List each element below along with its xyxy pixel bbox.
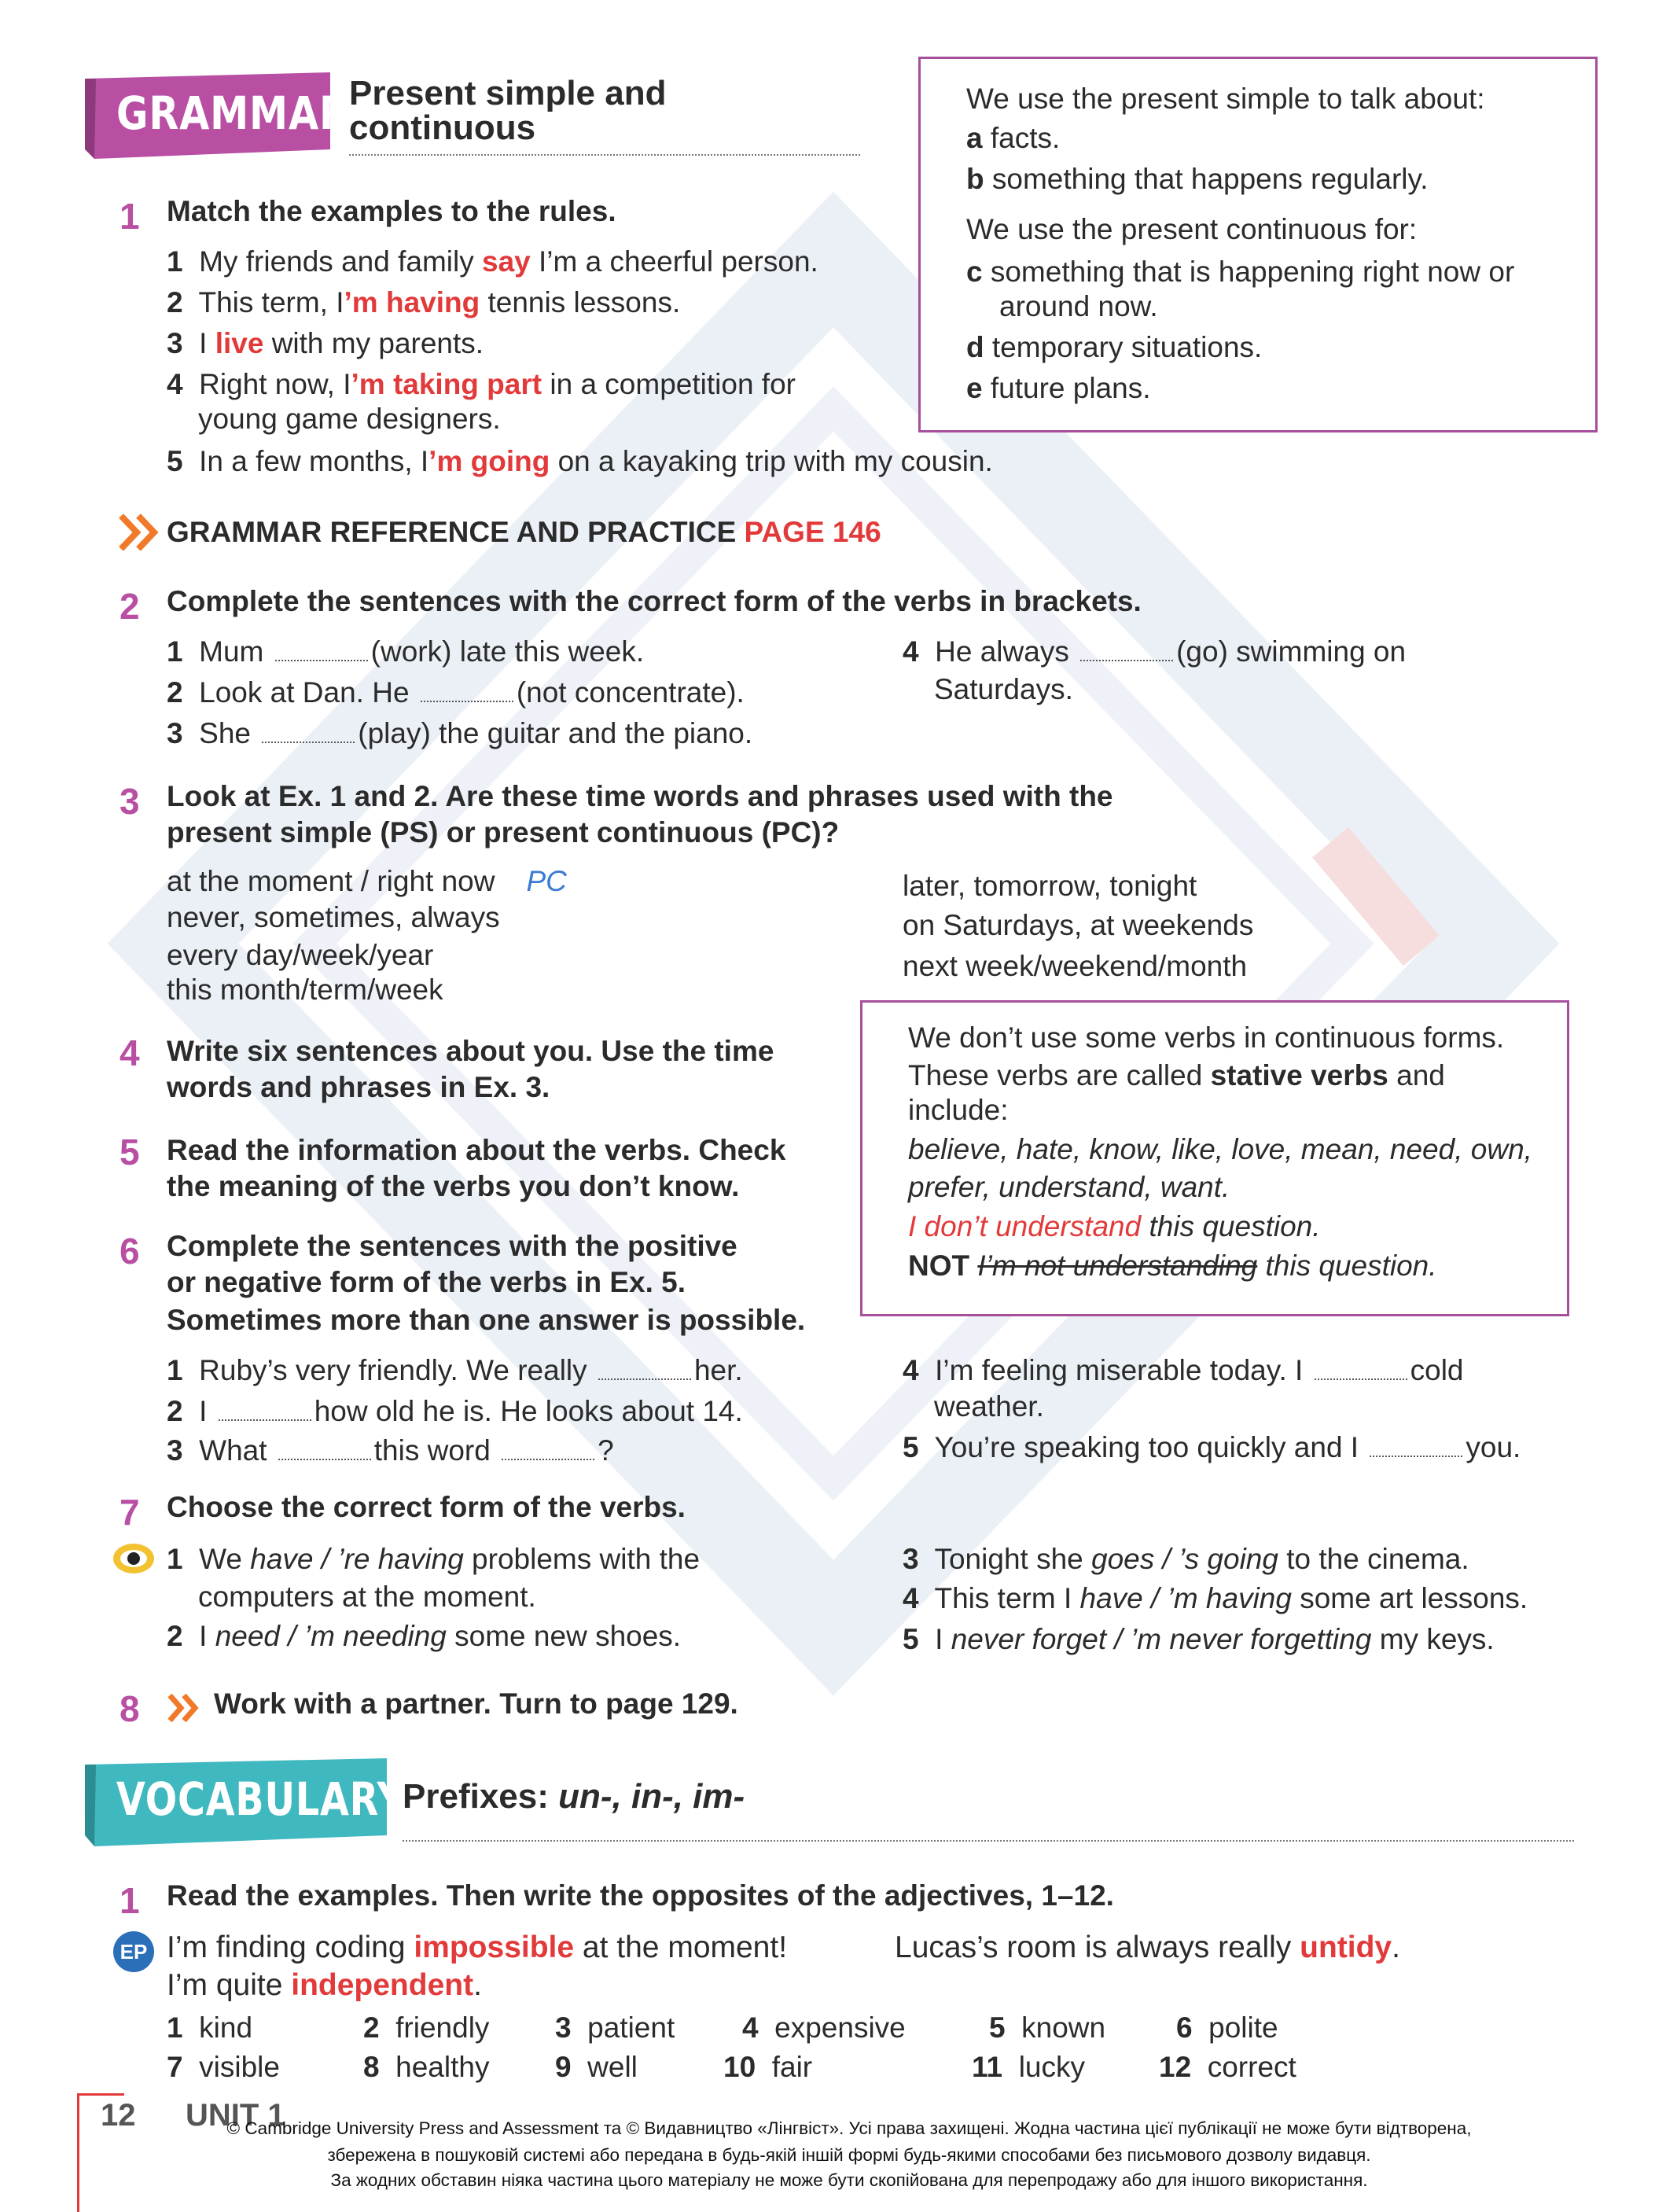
vocab-example-1 [167,1930,787,1966]
stative-line-2 [908,1058,1445,1094]
adjective-5 [989,2010,1105,2046]
rule-b-text: something that happens regularly. [991,163,1429,195]
ex5-number: 5 [120,1132,140,1172]
item-text: This term I [934,1582,1080,1614]
item-text: ? [598,1434,614,1467]
item-number: 5 [903,1431,919,1463]
adjective-11 [972,2049,1085,2085]
highlighted-verb: live [215,327,264,359]
ex6-item-1 [167,1353,743,1389]
option-a[interactable]: need [215,1620,281,1652]
answer-blank[interactable] [1370,1434,1462,1457]
stative-term: stative verbs [1210,1059,1388,1091]
adjective-word: correct [1207,2051,1296,2083]
item-number: 7 [167,2051,183,2083]
item-text: This term, I [198,286,344,318]
adjective-word: kind [199,2011,253,2044]
ex6-item-4-cont: weather. [934,1390,1044,1423]
rule-e: e future plans. [966,372,1151,404]
vocabulary-title-rule [403,1840,1574,1842]
adjective-word: known [1021,2011,1106,2044]
option-b[interactable]: ’m never forgetting [1131,1623,1372,1655]
item-text: Tonight she [934,1543,1092,1575]
item-text: We [199,1543,251,1575]
item-number: 11 [972,2051,1003,2083]
adjective-3 [555,2010,675,2046]
ex3-phrase-1 [167,863,567,900]
adjective-10 [723,2049,812,2085]
option-separator: / [1142,1582,1168,1614]
ex1-item-2 [167,285,680,321]
option-a[interactable]: have [250,1543,314,1575]
adjective-word: friendly [395,2011,490,2044]
rule-e-text: future plans. [990,372,1151,404]
rule-c: c something that is happening right now or [966,256,1515,288]
ex3-instruction-line2: present simple (PS) or present continuous (PC)? [167,816,840,848]
item-text: her. [693,1354,743,1386]
item-text: some new shoes. [446,1620,682,1652]
adjective-1 [167,2010,252,2046]
example-text: Lucas’s room is always really [895,1930,1300,1964]
rule-c-cont: around now. [999,290,1158,322]
ex6-item-4 [903,1353,1464,1389]
ex1-item-3 [167,326,484,362]
item-number: 3 [167,327,183,359]
grammar-reference-page: PAGE 146 [744,516,881,548]
option-separator: / [313,1543,338,1575]
ex1-number: 1 [120,196,140,237]
option-a[interactable]: never forget [951,1623,1107,1655]
adjective-4 [742,2010,906,2046]
rule-d: d temporary situations. [966,331,1263,363]
grammar-title-line1: Present simple and [349,74,667,112]
ex2-item-4-cont: Saturdays. [934,673,1073,705]
example-text: at the moment! [574,1930,788,1964]
item-number: 1 [167,635,183,668]
answer-blank[interactable] [278,1437,371,1460]
item-text: She [199,717,251,749]
answer-blank[interactable] [598,1356,691,1380]
ex3-phrase-4: this month/term/week [167,974,443,1006]
ex1-item-1 [167,244,818,280]
option-separator: / [1154,1543,1179,1575]
item-text: my keys. [1371,1623,1495,1655]
adjective-word: visible [199,2051,280,2083]
item-text: with my parents. [263,327,484,359]
ex3-phrase-3: every day/week/year [167,939,434,971]
item-text: in a competition for [542,368,796,400]
ex7-item-3 [903,1541,1469,1577]
item-number: 3 [167,1434,183,1467]
item-number: 3 [903,1543,919,1575]
ex2-number: 2 [120,586,140,627]
ex4-number: 4 [120,1032,140,1073]
adjective-word: healthy [395,2051,490,2083]
ex1-item-4 [167,366,796,403]
example-text: . [1392,1930,1400,1964]
option-b[interactable]: ’s going [1179,1543,1278,1575]
ex1-item-4-cont: young game designers. [198,403,501,435]
adjective-2 [363,2010,489,2046]
item-number: 9 [555,2051,572,2083]
answer-blank[interactable] [275,638,368,661]
grammar-reference-label: GRAMMAR REFERENCE AND PRACTICE [167,516,745,548]
item-number: 5 [989,2011,1006,2044]
ex6-line1: Complete the sentences with the positive [167,1230,737,1262]
vocabulary-title-text: Prefixes: [403,1777,559,1816]
stative-text: These verbs are called [908,1059,1211,1091]
item-text: problems with the [463,1543,701,1575]
item-number: 4 [903,1582,919,1614]
ex2-item-4 [903,634,1406,670]
phrase-text: at the moment / right now [167,865,495,897]
option-a[interactable]: have [1079,1582,1143,1614]
ex6-line2: or negative form of the verbs in Ex. 5. [167,1266,686,1298]
item-number: 12 [1159,2051,1192,2083]
item-number: 2 [167,286,183,318]
vocabulary-tag-label: VOCABULARY [116,1772,405,1826]
rule-a: a facts. [966,122,1061,154]
stative-verb-list-2: prefer, understand, want. [908,1171,1230,1203]
item-number: 3 [555,2011,572,2044]
ex2-item-2 [167,675,745,711]
stative-verb-list-1: believe, hate, know, like, love, mean, need, own, [908,1133,1532,1165]
grammar-title-line2: continuous [349,109,536,147]
ex6-line3: Sometimes more than one answer is possible. [167,1304,806,1336]
example-answer: PC [526,865,567,897]
item-number: 4 [903,635,919,668]
option-b[interactable]: ’m needing [303,1620,447,1652]
ex2-item-3 [167,716,752,752]
item-text: In a few months, I [199,445,429,477]
item-text: (play) the guitar and the piano. [358,717,753,749]
copyright-line-2: збережена в пошуковій системі або передана в будь-якій іншій формі будь-якими способами без письмового дозволу видавця. [327,2145,1371,2165]
adjective-word: fair [771,2051,813,2083]
ex3-instruction-line1: Look at Ex. 1 and 2. Are these time words and phrases used with the [167,780,1113,812]
ex7-number: 7 [120,1492,140,1533]
option-separator: / [280,1620,304,1652]
ex3-phrase-2: never, sometimes, always [167,901,500,933]
stative-verbs-box [860,1000,1569,1316]
rules-box [918,57,1598,432]
vocab-example-2 [895,1930,1400,1966]
ex6-item-5 [903,1430,1521,1466]
option-b[interactable]: ’m having [1167,1582,1292,1614]
stative-example-correct [908,1209,1321,1245]
vocab-ex1-instruction: Read the examples. Then write the opposites of the adjectives, 1–12. [167,1879,1114,1912]
rule-a-text: facts. [990,122,1061,154]
example-word: untidy [1300,1930,1392,1964]
ex7-item-2 [167,1618,681,1654]
ex2-item-1 [167,634,644,670]
copyright-line-3: За жодних обставин ніяка частина цього матеріалу не може бути скопійована для перепродажу або для іншого використання. [330,2170,1368,2190]
rule-c-text: something that is happening right now or [990,256,1515,288]
ex8-text: Work with a partner. Turn to page 129. [214,1688,738,1720]
item-number: 1 [167,245,183,278]
answer-blank[interactable] [262,720,355,743]
item-number: 5 [167,445,183,477]
highlighted-verb: say [482,245,531,278]
ep-badge-icon: EP [113,1931,154,1972]
ex3-number: 3 [120,781,140,822]
not-label: NOT [908,1250,978,1282]
vocabulary-title-prefixes: un-, in-, im- [558,1777,745,1816]
grammar-title-rule [349,154,860,156]
page-corner-line-top [77,2093,124,2096]
ex2-instruction: Complete the sentences with the correct form of the verbs in brackets. [167,585,1142,617]
ex7-item-4 [903,1581,1528,1617]
item-text: Mum [199,635,264,668]
item-number: 8 [363,2051,380,2083]
item-text: this word [373,1434,491,1467]
double-chevron-icon [118,513,164,556]
item-number: 6 [1176,2011,1193,2044]
ex6-item-3 [167,1433,614,1469]
option-separator: / [1106,1623,1131,1655]
item-number: 2 [363,2011,380,2044]
item-number: 4 [167,368,183,400]
stative-text: this question. [1257,1250,1437,1282]
page-number: 12 [101,2098,136,2133]
example-text: I’m finding coding [167,1930,414,1964]
incorrect-verb: I’m not understanding [977,1250,1258,1282]
ex1-instruction: Match the examples to the rules. [167,195,616,227]
ex6-item-2 [167,1393,743,1430]
item-number: 2 [167,1395,183,1427]
rules-intro-simple: We use the present simple to talk about: [966,83,1485,115]
answer-blank[interactable] [219,1397,311,1421]
ex1-item-5 [167,444,993,480]
ex6-number: 6 [120,1231,140,1272]
item-number: 4 [903,1354,919,1386]
highlighted-verb: ’m taking part [351,368,542,400]
stative-line-3: include: [908,1094,1009,1126]
answer-blank[interactable] [421,679,513,702]
item-text: on a kayaking trip with my cousin. [550,445,993,477]
unit-label: UNIT 1 [186,2098,285,2133]
item-number: 2 [167,676,183,709]
vocab-example-3 [167,1967,482,2004]
item-text: cold [1410,1354,1464,1386]
item-number: 1 [167,1354,183,1386]
item-text: some art lessons. [1291,1582,1528,1614]
stative-text: this question. [1141,1210,1321,1242]
rules-intro-continuous: We use the present continuous for: [966,213,1418,245]
adjective-7 [167,2049,280,2085]
item-number: 10 [723,2051,756,2083]
stative-line-1: We don’t use some verbs in continuous forms. [908,1021,1505,1054]
ex7-item-1-cont: computers at the moment. [198,1581,536,1613]
rule-d-text: temporary situations. [991,331,1263,363]
item-text: how old he is. He looks about 14. [314,1395,743,1427]
item-text: I [199,1395,208,1427]
item-text: What [199,1434,267,1467]
item-text: you. [1466,1431,1521,1463]
example-word: independent [291,1968,474,2002]
ex5-line1: Read the information about the verbs. Check [167,1134,786,1166]
highlighted-verb: ’m having [344,286,480,318]
vocab-ex1-number: 1 [120,1880,140,1921]
item-text: My friends and family [199,245,482,278]
grammar-tag-label: GRAMMAR [116,86,350,140]
ex8-number: 8 [120,1688,140,1729]
copyright-line-1: © Cambridge University Press and Assessment та © Видавництво «Лінгвіст». Усі права захищені. Жодна частина цієї публікації не може бути відтворена, [226,2118,1472,2138]
answer-blank[interactable] [1315,1356,1407,1380]
ex7-item-5 [903,1621,1495,1658]
item-text: tennis lessons. [480,286,681,318]
item-text: I [199,327,215,359]
ex3-phrase-6: on Saturdays, at weekends [903,909,1254,941]
adjective-9 [555,2049,638,2085]
item-number: 3 [167,717,183,749]
item-text: You’re speaking too quickly and I [934,1431,1359,1463]
item-text: (go) swimming on [1176,635,1407,668]
highlighted-verb: ’m going [428,445,550,477]
rule-b: b something that happens regularly. [966,163,1429,195]
item-text: I’m feeling miserable today. I [935,1354,1304,1386]
double-chevron-icon [167,1692,203,1728]
item-text: He always [935,635,1069,668]
item-text: Ruby’s very friendly. We really [199,1354,587,1386]
stative-text: and [1388,1059,1445,1091]
adjective-word: expensive [774,2011,906,2044]
eye-icon [112,1541,156,1580]
answer-blank[interactable] [1080,638,1173,661]
option-a[interactable]: goes [1091,1543,1155,1575]
ex5-line2: the meaning of the verbs you don’t know. [167,1170,740,1202]
correct-verb: I don’t understand [908,1210,1142,1242]
grammar-reference-link[interactable] [167,514,881,550]
item-text: I [199,1620,215,1652]
adjective-8 [363,2049,489,2085]
adjective-word: polite [1208,2011,1278,2044]
item-number: 1 [167,2011,183,2044]
item-number: 1 [167,1543,183,1575]
vocabulary-tag [85,1758,405,1846]
ex3-phrase-7: next week/weekend/month [903,950,1248,982]
item-text: I’m a cheerful person. [530,245,818,278]
example-word: impossible [414,1930,575,1964]
item-text: to the cinema. [1278,1543,1469,1575]
adjective-word: well [587,2051,638,2083]
item-text: I [935,1623,951,1655]
ex4-line1: Write six sentences about you. Use the time [167,1035,774,1067]
grammar-tag [85,72,350,159]
vocabulary-title [403,1779,745,1815]
adjective-12 [1159,2049,1296,2085]
stative-example-incorrect [908,1248,1437,1284]
item-text: (work) late this week. [370,635,645,668]
item-text: Look at Dan. He [199,676,410,709]
item-number: 2 [167,1620,183,1652]
adjective-6 [1176,2010,1278,2046]
example-text: . [473,1968,482,2002]
ex3-phrase-5: later, tomorrow, tonight [903,870,1197,902]
answer-blank[interactable] [502,1437,594,1460]
ex7-instruction: Choose the correct form of the verbs. [167,1491,686,1523]
item-number: 4 [742,2011,759,2044]
ex7-item-1 [167,1541,700,1577]
ex4-line2: words and phrases in Ex. 3. [167,1071,550,1103]
adjective-word: lucky [1018,2051,1085,2083]
item-text: Right now, I [199,368,351,400]
example-text: I’m quite [167,1968,292,2002]
adjective-word: patient [587,2011,675,2044]
item-text: (not concentrate). [516,676,745,709]
item-number: 5 [903,1623,919,1655]
option-b[interactable]: ’re having [337,1543,464,1575]
